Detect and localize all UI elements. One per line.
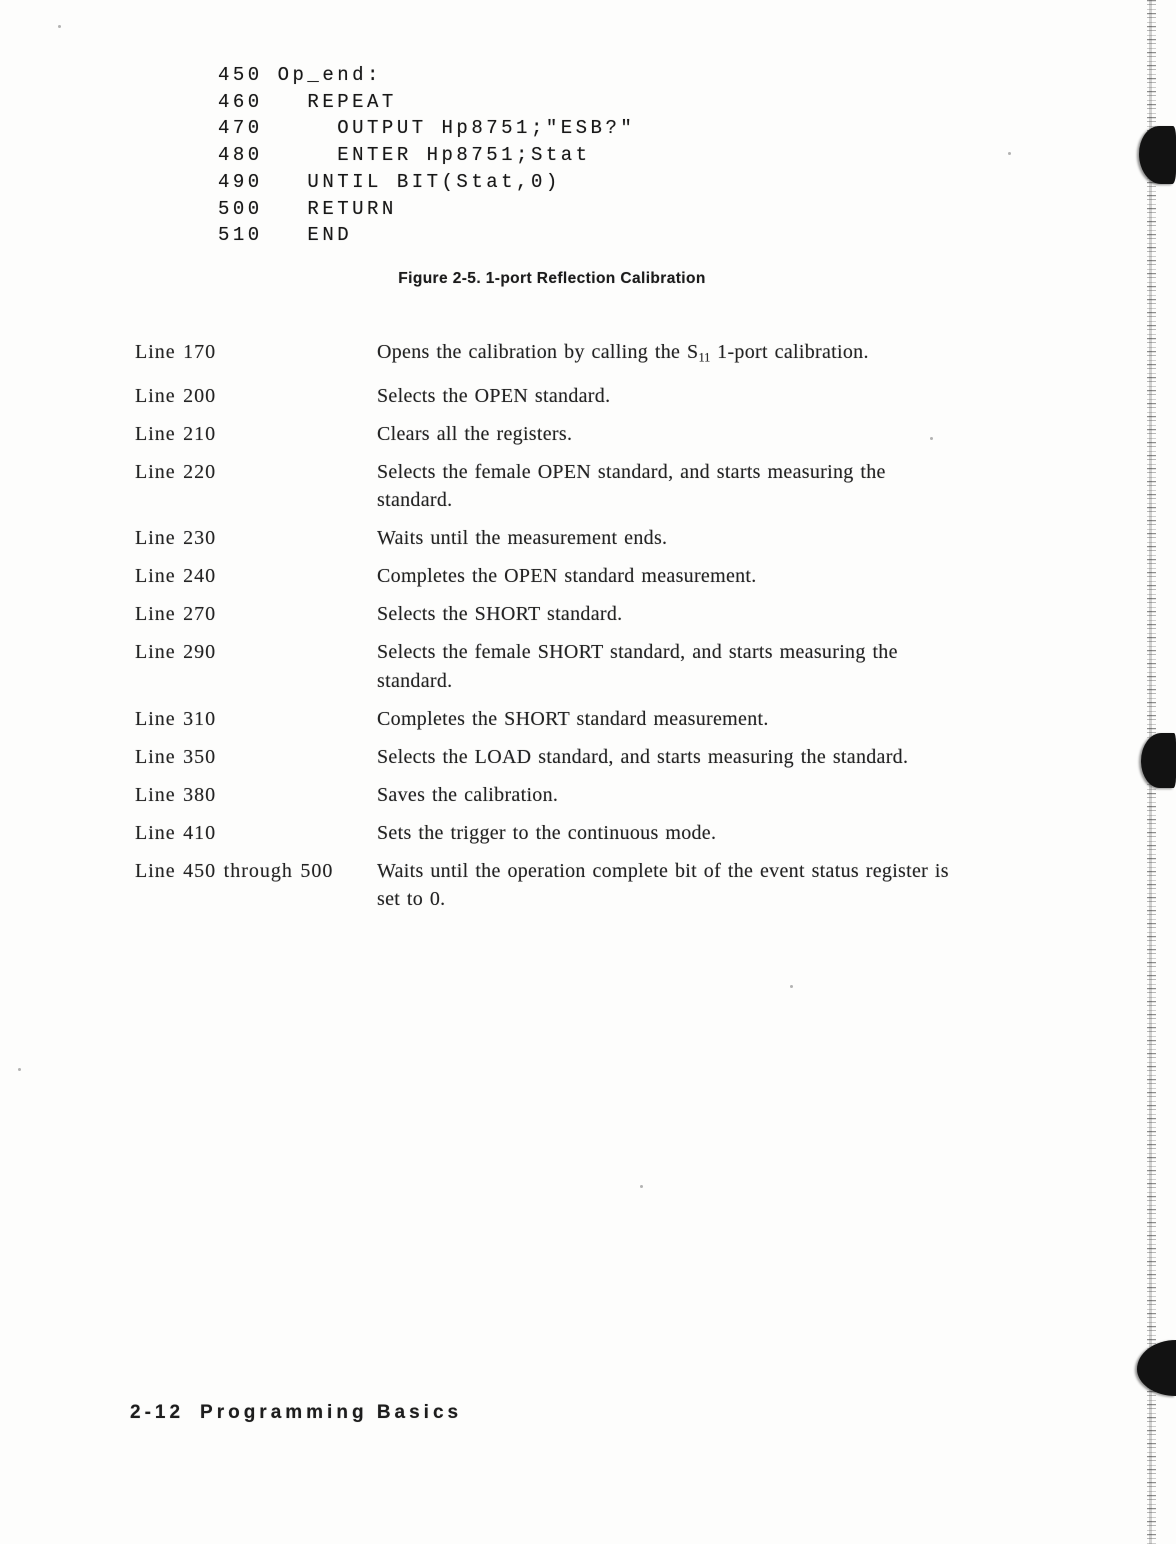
line-description [377,458,1057,515]
code-listing [218,62,635,249]
line-label: Line 450 through 500 [135,859,334,882]
table-row [135,857,1065,914]
description-text: Selects the SHORT standard. [377,603,623,626]
line-label: Line 290 [135,641,217,664]
line-description-table [135,338,1065,923]
line-label: Line 200 [135,384,217,407]
description-text: Completes the OPEN standard measurement. [377,565,757,588]
line-label: Line 310 [135,707,217,730]
scan-speck [930,437,933,440]
description-text: standard. [377,489,453,512]
description-text: standard. [377,669,453,692]
description-text: 1-port calibration. [710,341,869,363]
table-row [135,781,1065,810]
table-row [135,338,1065,372]
line-description [377,600,1057,629]
description-text: Waits until the measurement ends. [377,527,668,550]
line-description [377,743,1057,772]
scan-speck [640,1185,643,1188]
line-label: Line 270 [135,603,217,626]
description-text: Selects the OPEN standard. [377,384,611,407]
table-row [135,600,1065,629]
line-label: Line 230 [135,527,217,550]
line-description [377,420,1057,449]
figure-caption: Figure 2-5. 1-port Reflection Calibration [398,270,706,287]
code-line: 500 RETURN [218,197,397,220]
code-line: 480 ENTER Hp8751;Stat [218,144,591,167]
scan-binding-mark [1137,1340,1176,1396]
line-description [377,857,1057,914]
table-row [135,524,1065,553]
description-text: Waits until the operation complete bit of the event status register is [377,859,949,882]
section-title: Programming Basics [200,1402,463,1423]
line-label: Line 410 [135,821,217,844]
table-row [135,638,1065,695]
code-line: 470 OUTPUT Hp8751;"ESB?" [218,117,636,140]
line-label: Line 380 [135,783,217,806]
description-text: Clears all the registers. [377,422,573,445]
line-label: Line 220 [135,460,217,483]
table-row [135,705,1065,734]
line-description [377,562,1057,591]
s-parameter-subscript: 11 [698,350,711,365]
code-line: 490 UNTIL BIT(Stat,0) [218,170,561,193]
description-text: Saves the calibration. [377,783,559,806]
line-description [377,819,1057,848]
scan-speck [58,25,61,28]
code-line: 510 END [218,224,353,247]
table-row [135,562,1065,591]
line-description [377,638,1057,695]
line-description [377,338,1057,372]
page-number: 2-12 [130,1402,185,1423]
line-description [377,524,1057,553]
scan-binding-mark [1139,126,1176,184]
line-description [377,382,1057,411]
line-description [377,781,1057,810]
description-text: Selects the female OPEN standard, and starts measuring the [377,460,886,483]
table-row [135,382,1065,411]
scan-speck [18,1068,21,1071]
description-text: Completes the SHORT standard measurement. [377,707,769,730]
line-label: Line 210 [135,422,217,445]
code-line: 450 Op_end: [218,64,382,86]
code-line: 460 REPEAT [218,90,397,113]
line-description [377,705,1057,734]
table-row [135,420,1065,449]
scan-speck [790,985,793,988]
description-text: set to 0. [377,888,446,911]
description-text: Sets the trigger to the continuous mode. [377,821,717,844]
description-text: Selects the LOAD standard, and starts measuring the standard. [377,745,909,768]
description-text: Selects the female SHORT standard, and starts measuring the [377,641,898,664]
page-footer [130,1402,462,1424]
line-label: Line 240 [135,565,217,588]
scan-speck [1008,152,1011,155]
line-label: Line 350 [135,745,217,768]
table-row [135,819,1065,848]
scan-binding-mark [1141,733,1176,788]
table-row [135,458,1065,515]
table-row [135,743,1065,772]
description-text: Opens the calibration by calling the S [377,341,699,363]
line-label: Line 170 [135,341,217,363]
